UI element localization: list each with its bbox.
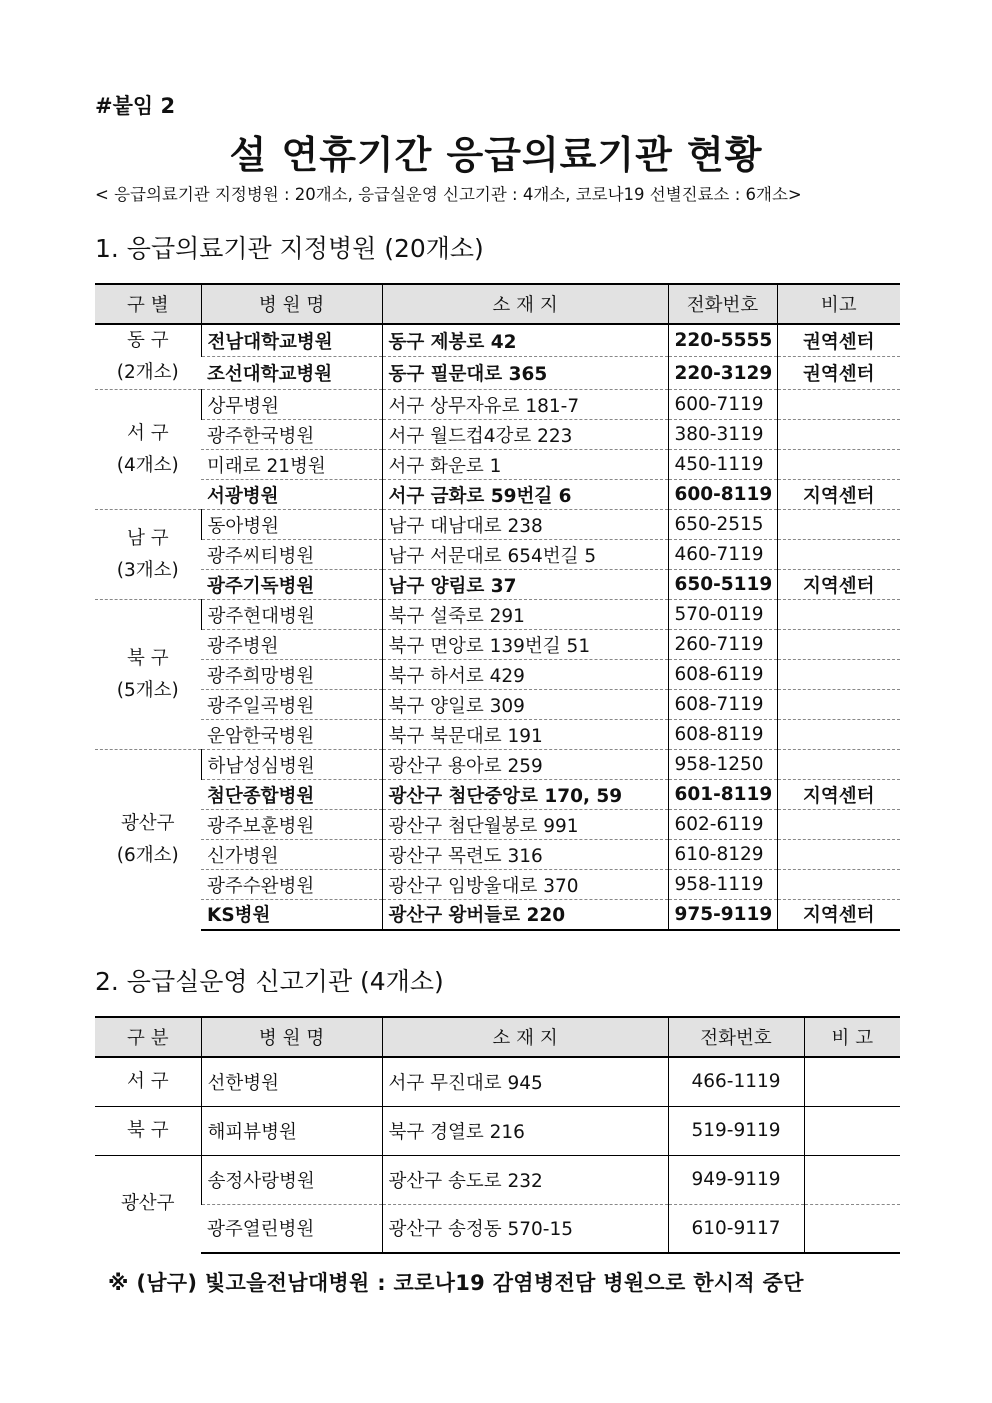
header-phone: 전화번호 (668, 1017, 804, 1057)
hospital-note (777, 420, 900, 450)
hospital-phone: 220-3129 (668, 357, 777, 390)
er-operating-body (95, 1057, 900, 1253)
hospital-name: KS병원 (201, 900, 382, 930)
district-name: 북 구 (126, 1119, 169, 1141)
table-row (95, 357, 900, 390)
designated-hospitals-table (95, 283, 900, 931)
district-count: (4개소) (116, 454, 179, 476)
hospital-address: 북구 설죽로 291 (382, 600, 668, 630)
hospital-note (777, 810, 900, 840)
hospital-note (777, 750, 900, 780)
district-count: (3개소) (116, 559, 179, 581)
hospital-note (777, 390, 900, 420)
district-count: (6개소) (116, 844, 179, 866)
hospital-name: 송정사랑병원 (201, 1155, 382, 1204)
header-phone: 전화번호 (668, 284, 777, 324)
hospital-address: 광산구 첨단월봉로 991 (382, 810, 668, 840)
district-name: 남 구 (126, 527, 169, 549)
hospital-note (777, 450, 900, 480)
hospital-note: 지역센터 (777, 780, 900, 810)
hospital-name: 조선대학교병원 (201, 357, 382, 390)
summary-line: < 응급의료기관 지정병원 : 20개소, 응급실운영 신고기관 : 4개소, 코로나19 선별진료소 : 6개소> (95, 185, 802, 204)
hospital-phone: 600-8119 (668, 480, 777, 510)
hospital-name: 선한병원 (201, 1057, 382, 1106)
hospital-note (804, 1106, 900, 1155)
district-cell (95, 510, 201, 600)
hospital-name: 미래로 21병원 (201, 450, 382, 480)
section2-heading: 2. 응급실운영 신고기관 (4개소) (95, 967, 444, 996)
table-row (95, 570, 900, 600)
hospital-phone: 608-6119 (668, 660, 777, 690)
table-row (95, 1106, 900, 1155)
table-row (95, 870, 900, 900)
hospital-note: 지역센터 (777, 480, 900, 510)
hospital-phone: 650-2515 (668, 510, 777, 540)
hospital-address: 동구 필문대로 365 (382, 357, 668, 390)
hospital-phone: 380-3119 (668, 420, 777, 450)
hospital-address: 남구 서문대로 654번길 5 (382, 540, 668, 570)
hospital-phone: 608-8119 (668, 720, 777, 750)
table-row (95, 540, 900, 570)
page-title: 설 연휴기간 응급의료기관 현황 (229, 133, 763, 177)
district-cell (95, 1057, 201, 1106)
hospital-address: 남구 대남대로 238 (382, 510, 668, 540)
hospital-phone: 949-9119 (668, 1155, 804, 1204)
table-row (95, 780, 900, 810)
district-cell (95, 1106, 201, 1155)
table-header-row (95, 284, 900, 324)
footnote: ※ (남구) 빛고을전남대병원 : 코로나19 감염병전담 병원으로 한시적 중단 (108, 1271, 804, 1295)
hospital-address: 북구 경열로 216 (382, 1106, 668, 1155)
hospital-address: 광산구 목련도 316 (382, 840, 668, 870)
hospital-address: 광산구 송도로 232 (382, 1155, 668, 1204)
hospital-note (777, 510, 900, 540)
table-row (95, 420, 900, 450)
hospital-name: 광주수완병원 (201, 870, 382, 900)
district-name: 북 구 (126, 647, 169, 669)
table-row (95, 450, 900, 480)
district-count: (2개소) (116, 362, 179, 383)
hospital-phone: 610-9117 (668, 1204, 804, 1253)
header-address: 소 재 지 (382, 284, 668, 324)
hospital-address: 서구 화운로 1 (382, 450, 668, 480)
district-cell (95, 324, 201, 390)
hospital-name: 광주씨티병원 (201, 540, 382, 570)
hospital-address: 서구 상무자유로 181-7 (382, 390, 668, 420)
hospital-address: 서구 무진대로 945 (382, 1057, 668, 1106)
hospital-phone: 610-8129 (668, 840, 777, 870)
hospital-name: 첨단종합병원 (201, 780, 382, 810)
hospital-name: 광주한국병원 (201, 420, 382, 450)
hospital-address: 북구 북문대로 191 (382, 720, 668, 750)
hospital-note (777, 540, 900, 570)
hospital-phone: 601-8119 (668, 780, 777, 810)
header-hospital: 병 원 명 (201, 1017, 382, 1057)
hospital-phone: 570-0119 (668, 600, 777, 630)
hospital-phone: 466-1119 (668, 1057, 804, 1106)
district-name: 동 구 (126, 330, 169, 351)
district-count: (5개소) (116, 679, 179, 701)
hospital-name: 광주일곡병원 (201, 690, 382, 720)
hospital-note: 지역센터 (777, 570, 900, 600)
hospital-name: 광주병원 (201, 630, 382, 660)
hospital-phone: 958-1250 (668, 750, 777, 780)
hospital-name: 동아병원 (201, 510, 382, 540)
hospital-note (777, 660, 900, 690)
section1-heading: 1. 응급의료기관 지정병원 (20개소) (95, 234, 484, 263)
hospital-address: 북구 양일로 309 (382, 690, 668, 720)
district-cell (95, 600, 201, 750)
table-row (95, 1057, 900, 1106)
hospital-phone: 460-7119 (668, 540, 777, 570)
hospital-name: 광주희망병원 (201, 660, 382, 690)
hospital-phone: 519-9119 (668, 1106, 804, 1155)
header-note: 비고 (777, 284, 900, 324)
hospital-phone: 975-9119 (668, 900, 777, 930)
table-row (95, 840, 900, 870)
hospital-phone: 260-7119 (668, 630, 777, 660)
header-district: 구 분 (95, 1017, 201, 1057)
hospital-note: 권역센터 (777, 357, 900, 390)
district-cell (95, 1155, 201, 1253)
hospital-address: 광산구 용아로 259 (382, 750, 668, 780)
hospital-note (804, 1057, 900, 1106)
hospital-address: 광산구 첨단중앙로 170, 59 (382, 780, 668, 810)
hospital-note (804, 1204, 900, 1253)
hospital-address: 북구 하서로 429 (382, 660, 668, 690)
hospital-name: 하남성심병원 (201, 750, 382, 780)
hospital-note (777, 720, 900, 750)
hospital-address: 광산구 임방울대로 370 (382, 870, 668, 900)
hospital-address: 광산구 송정동 570-15 (382, 1204, 668, 1253)
header-district: 구 별 (95, 284, 201, 324)
table-row (95, 1155, 900, 1204)
table-row (95, 900, 900, 930)
table-row (95, 810, 900, 840)
hospital-name: 해피뷰병원 (201, 1106, 382, 1155)
hospital-address: 서구 월드컵4강로 223 (382, 420, 668, 450)
hospital-note: 권역센터 (777, 324, 900, 357)
hospital-note: 지역센터 (777, 900, 900, 930)
hospital-address: 서구 금화로 59번길 6 (382, 480, 668, 510)
table-row (95, 660, 900, 690)
district-name: 서 구 (126, 422, 169, 444)
hospital-address: 북구 면앙로 139번길 51 (382, 630, 668, 660)
table-row (95, 480, 900, 510)
hospital-address: 남구 양림로 37 (382, 570, 668, 600)
hospital-phone: 602-6119 (668, 810, 777, 840)
hospital-name: 광주열린병원 (201, 1204, 382, 1253)
hospital-note (777, 870, 900, 900)
hospital-name: 전남대학교병원 (201, 324, 382, 357)
table-header-row (95, 1017, 900, 1057)
hospital-address: 광산구 왕버들로 220 (382, 900, 668, 930)
district-name: 광산구 (120, 1193, 175, 1215)
designated-hospitals-body (95, 324, 900, 930)
hospital-phone: 958-1119 (668, 870, 777, 900)
hospital-phone: 450-1119 (668, 450, 777, 480)
attachment-label: #붙임 2 (95, 94, 176, 118)
table-row (95, 510, 900, 540)
hospital-name: 서광병원 (201, 480, 382, 510)
hospital-phone: 220-5555 (668, 324, 777, 357)
hospital-phone: 608-7119 (668, 690, 777, 720)
hospital-address: 동구 제봉로 42 (382, 324, 668, 357)
table-row (95, 600, 900, 630)
table-row (95, 324, 900, 357)
hospital-note (777, 840, 900, 870)
hospital-name: 신가병원 (201, 840, 382, 870)
hospital-note (777, 690, 900, 720)
hospital-name: 광주보훈병원 (201, 810, 382, 840)
hospital-phone: 650-5119 (668, 570, 777, 600)
hospital-note (804, 1155, 900, 1204)
hospital-note (777, 630, 900, 660)
table-row (95, 1204, 900, 1253)
hospital-name: 운암한국병원 (201, 720, 382, 750)
hospital-name: 광주기독병원 (201, 570, 382, 600)
hospital-name: 상무병원 (201, 390, 382, 420)
hospital-note (777, 600, 900, 630)
hospital-phone: 600-7119 (668, 390, 777, 420)
er-operating-table (95, 1016, 900, 1254)
hospital-name: 광주현대병원 (201, 600, 382, 630)
table-row (95, 390, 900, 420)
header-hospital: 병 원 명 (201, 284, 382, 324)
table-row (95, 750, 900, 780)
header-address: 소 재 지 (382, 1017, 668, 1057)
district-cell (95, 390, 201, 510)
district-name: 광산구 (120, 812, 175, 834)
table-row (95, 720, 900, 750)
table-row (95, 690, 900, 720)
header-note: 비 고 (804, 1017, 900, 1057)
district-name: 서 구 (126, 1070, 169, 1092)
table-row (95, 630, 900, 660)
district-cell (95, 750, 201, 930)
